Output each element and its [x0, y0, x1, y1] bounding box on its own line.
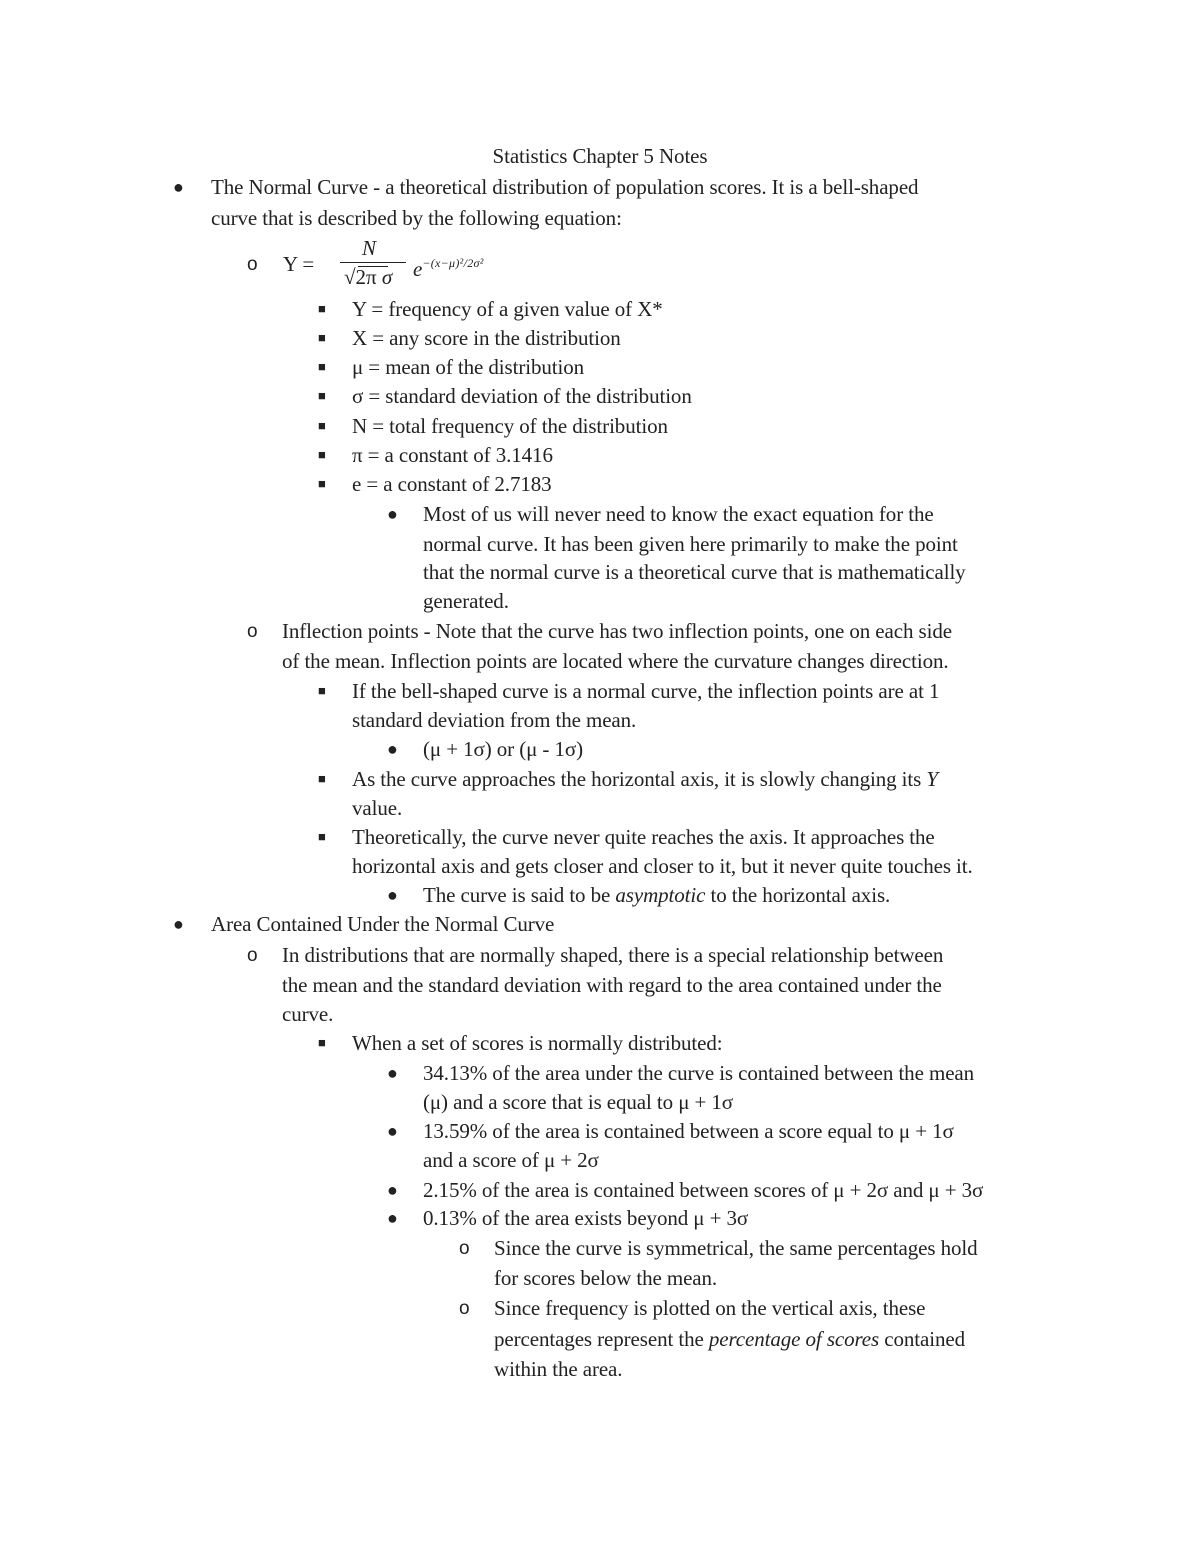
frequency-line: Since frequency is plotted on the vertical axis, these: [494, 1296, 926, 1320]
approaches-text: As the curve approaches the horizontal axis, it is slowly changing its: [352, 767, 927, 791]
approaches-y: Y: [926, 767, 938, 791]
inflection-normal-line: If the bell-shaped curve is a normal curve, the inflection points are at 1: [352, 679, 940, 703]
bullet-square: ■: [318, 359, 326, 374]
asymptotic-line: [423, 880, 890, 910]
frequency-post: contained: [879, 1327, 965, 1351]
bullet-square: ■: [318, 447, 326, 462]
area-heading: Area Contained Under the Normal Curve: [211, 912, 555, 936]
definition-item: σ = standard deviation of the distribution: [352, 384, 692, 408]
equation-note-line: Most of us will never need to know the exact equation for the: [423, 502, 934, 526]
denominator-sigma: σ: [381, 265, 393, 289]
bullet-circle: o: [247, 621, 258, 642]
percentage-line: 13.59% of the area is contained between a score equal to μ + 1σ: [423, 1119, 954, 1143]
frequency-line: within the area.: [494, 1357, 623, 1381]
percentage-line: (μ) and a score that is equal to μ + 1σ: [423, 1090, 734, 1114]
frequency-italic: percentage of scores: [708, 1327, 880, 1351]
approaches-cont: value.: [352, 796, 403, 820]
definition-item: μ = mean of the distribution: [352, 355, 585, 379]
percentage-line: 2.15% of the area is contained between scores of μ + 2σ and μ + 3σ: [423, 1178, 984, 1202]
asymptotic-post: to the horizontal axis.: [705, 883, 891, 907]
bullet-dot: ●: [173, 177, 184, 197]
equation-fraction: [340, 236, 412, 292]
inflection-line: of the mean. Inflection points are located where the curvature changes direction.: [282, 649, 949, 673]
bullet-dot: ●: [387, 1180, 398, 1200]
inflection-line: Inflection points - Note that the curve has two inflection points, one on each side: [282, 619, 952, 643]
theoretically-line: horizontal axis and gets closer and closer to it, but it never quite touches it.: [352, 854, 973, 878]
bullet-square: ■: [318, 301, 326, 316]
equation-numerator: N: [362, 236, 377, 260]
normal-curve-heading: The Normal Curve - a theoretical distribution of population scores. It is a bell-shaped: [211, 175, 919, 199]
equation-denominator: [344, 264, 392, 290]
bullet-dot: ●: [387, 739, 398, 759]
bullet-square: ■: [318, 771, 326, 786]
frequency-line: [494, 1324, 965, 1354]
normal-curve-heading-cont: curve that is described by the following equation:: [211, 206, 622, 230]
exp-base: e: [413, 257, 423, 281]
percentage-line: 0.13% of the area exists beyond μ + 3σ: [423, 1206, 749, 1230]
exp-exponent: −(x−μ)²/2σ²: [422, 256, 484, 270]
equation-exponential: [413, 256, 484, 285]
symmetric-line: for scores below the mean.: [494, 1266, 718, 1290]
bullet-circle: o: [459, 1238, 470, 1259]
bullet-square: ■: [318, 476, 326, 491]
bullet-square: ■: [318, 388, 326, 403]
definition-item: e = a constant of 2.7183: [352, 472, 552, 496]
bullet-square: ■: [318, 829, 326, 844]
bullet-circle: o: [247, 945, 258, 966]
bullet-dot: ●: [173, 914, 184, 934]
asymptotic-pre: The curve is said to be: [423, 883, 616, 907]
asymptotic-term: asymptotic: [615, 883, 706, 907]
bullet-dot: ●: [387, 1208, 398, 1228]
definition-item: Y = frequency of a given value of X*: [352, 297, 663, 321]
symmetric-line: Since the curve is symmetrical, the same percentages hold: [494, 1236, 978, 1260]
equation-lhs: Y =: [283, 252, 315, 276]
bullet-dot: ●: [387, 885, 398, 905]
equation-note-line: that the normal curve is a theoretical curve that is mathematically: [423, 560, 966, 584]
page-title: Statistics Chapter 5 Notes: [492, 144, 708, 168]
bullet-dot: ●: [387, 1121, 398, 1141]
bullet-circle: o: [459, 1298, 470, 1319]
bullet-square: ■: [318, 330, 326, 345]
frequency-pre: percentages represent the: [494, 1327, 709, 1351]
bullet-square: ■: [318, 683, 326, 698]
inflection-formula: (μ + 1σ) or (μ - 1σ): [423, 737, 583, 761]
fraction-bar: [340, 262, 406, 263]
bullet-square: ■: [318, 418, 326, 433]
bullet-dot: ●: [387, 504, 398, 524]
bullet-circle: o: [247, 254, 258, 275]
area-intro-line: the mean and the standard deviation with regard to the area contained under the: [282, 973, 942, 997]
definition-item: π = a constant of 3.1416: [352, 443, 553, 467]
definition-item: X = any score in the distribution: [352, 326, 621, 350]
bullet-square: ■: [318, 1035, 326, 1050]
theoretically-line: Theoretically, the curve never quite reaches the axis. It approaches the: [352, 825, 935, 849]
equation-note-line: generated.: [423, 589, 509, 613]
definition-item: N = total frequency of the distribution: [352, 414, 668, 438]
percentage-line: 34.13% of the area under the curve is contained between the mean: [423, 1061, 975, 1085]
bullet-dot: ●: [387, 1063, 398, 1083]
percentage-line: and a score of μ + 2σ: [423, 1148, 599, 1172]
when-normal-line: When a set of scores is normally distributed:: [352, 1031, 723, 1055]
area-intro-line: curve.: [282, 1002, 334, 1026]
radical: √2π: [344, 265, 377, 289]
inflection-normal-line: standard deviation from the mean.: [352, 708, 637, 732]
approaches-line: [352, 764, 938, 794]
equation-note-line: normal curve. It has been given here primarily to make the point: [423, 532, 958, 556]
area-intro-line: In distributions that are normally shaped, there is a special relationship between: [282, 943, 944, 967]
